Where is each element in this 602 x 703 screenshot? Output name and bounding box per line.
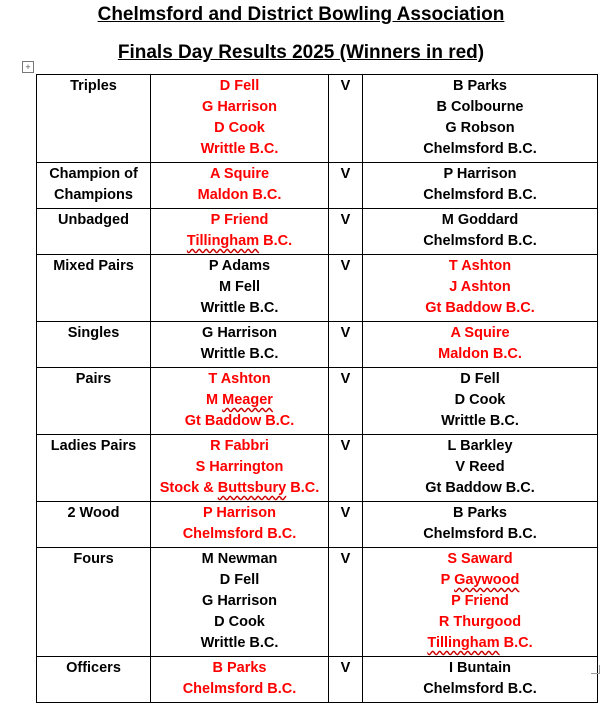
event-name-cell (37, 255, 151, 322)
player-name: G Harrison (202, 593, 277, 609)
player-name: T Ashton (448, 258, 512, 274)
event-name: Mixed Pairs (53, 258, 134, 274)
club-name: Writtle B.C. (200, 300, 279, 316)
side_b-cell (363, 657, 598, 703)
side_b-cell (363, 548, 598, 657)
versus-label: V (340, 438, 351, 454)
side_a-cell (151, 502, 329, 548)
player-name: S Saward (447, 551, 513, 567)
player-name: R Thurgood (438, 614, 522, 630)
club-name: Gt Baddow B.C. (184, 413, 295, 429)
versus-label: V (340, 660, 351, 676)
club-name: Chelmsford B.C. (182, 526, 297, 542)
event-name: Champions (54, 187, 133, 203)
club-name: Gt Baddow B.C. (425, 480, 535, 496)
player-name: G Robson (445, 120, 515, 136)
table-row (37, 657, 598, 703)
club-name: Gt Baddow B.C. (425, 300, 535, 316)
side_b-cell (363, 163, 598, 209)
player-name: B Parks (452, 505, 507, 521)
event-name-cell (37, 75, 151, 163)
player-name: B Colbourne (436, 99, 524, 115)
player-name: M Newman (201, 551, 278, 567)
player-name: P Friend (210, 212, 269, 228)
event-name: Fours (73, 551, 114, 567)
event-name: Triples (70, 78, 117, 94)
side_a-cell (151, 548, 329, 657)
side_a-cell (151, 255, 329, 322)
side_a-cell (151, 209, 329, 255)
player-name: D Cook (214, 614, 265, 630)
event-name-cell (37, 435, 151, 502)
event-name-cell (37, 368, 151, 435)
player-name: P Gaywood (440, 572, 520, 588)
versus-label: V (340, 325, 351, 341)
player-name: D Fell (219, 572, 260, 588)
table-row (37, 75, 598, 163)
club-name: Chelmsford B.C. (423, 681, 537, 697)
versus-cell (329, 209, 363, 255)
club-name: Maldon B.C. (438, 346, 522, 362)
versus-cell (329, 75, 363, 163)
club-name: Stock & Buttsbury B.C. (159, 480, 320, 496)
versus-label: V (340, 371, 351, 387)
player-name: J Ashton (449, 279, 511, 295)
table-row (37, 368, 598, 435)
player-name: S Harrington (195, 459, 284, 475)
versus-cell (329, 255, 363, 322)
club-name: Chelmsford B.C. (423, 141, 537, 157)
player-name: A Squire (450, 325, 510, 341)
side_b-cell (363, 255, 598, 322)
player-name: P Harrison (202, 505, 277, 521)
versus-cell (329, 502, 363, 548)
versus-cell (329, 163, 363, 209)
event-name: 2 Wood (67, 505, 120, 521)
player-name: T Ashton (208, 371, 271, 387)
player-name: M Meager (206, 392, 273, 408)
event-name-cell (37, 657, 151, 703)
player-name: P Friend (451, 593, 509, 609)
club-name: Writtle B.C. (200, 346, 279, 362)
versus-label: V (340, 78, 351, 94)
document-title: Chelmsford and District Bowling Association (97, 4, 505, 25)
table-row (37, 435, 598, 502)
side_a-cell (151, 75, 329, 163)
player-name: B Parks (212, 660, 267, 676)
club-name: Chelmsford B.C. (423, 233, 537, 249)
side_b-cell (363, 502, 598, 548)
document-subtitle: Finals Day Results 2025 (Winners in red) (117, 42, 485, 63)
versus-cell (329, 368, 363, 435)
club-name: Writtle B.C. (441, 413, 519, 429)
side_b-cell (363, 209, 598, 255)
player-name: I Buntain (448, 660, 512, 676)
player-name: L Barkley (447, 438, 513, 454)
player-name: D Cook (454, 392, 506, 408)
event-name-cell (37, 322, 151, 368)
table-row (37, 548, 598, 657)
versus-label: V (340, 551, 351, 567)
player-name: D Cook (214, 120, 265, 136)
player-name: D Fell (460, 371, 500, 387)
side_a-cell (151, 435, 329, 502)
event-name-cell (37, 163, 151, 209)
club-name: Maldon B.C. (197, 187, 282, 203)
side_b-cell (363, 75, 598, 163)
versus-cell (329, 548, 363, 657)
side_b-cell (363, 435, 598, 502)
player-name: P Adams (208, 258, 271, 274)
table-row (37, 209, 598, 255)
page-corner-marker (591, 665, 600, 674)
player-name: M Fell (218, 279, 261, 295)
versus-label: V (340, 505, 351, 521)
event-name: Pairs (75, 371, 112, 387)
versus-label: V (340, 258, 351, 274)
side_b-cell (363, 368, 598, 435)
event-name: Officers (66, 660, 121, 676)
versus-cell (329, 657, 363, 703)
event-name: Ladies Pairs (50, 438, 137, 454)
event-name-cell (37, 548, 151, 657)
player-name: A Squire (209, 166, 270, 182)
player-name: G Harrison (202, 325, 277, 341)
club-name: Chelmsford B.C. (423, 526, 537, 542)
club-name: Chelmsford B.C. (182, 681, 297, 697)
player-name: P Harrison (443, 166, 517, 182)
table-row (37, 322, 598, 368)
side_a-cell (151, 657, 329, 703)
side_a-cell (151, 368, 329, 435)
side_a-cell (151, 163, 329, 209)
table-row (37, 163, 598, 209)
player-name: V Reed (455, 459, 505, 475)
versus-label: V (340, 166, 351, 182)
club-name: Chelmsford B.C. (423, 187, 537, 203)
versus-cell (329, 322, 363, 368)
event-name: Unbadged (58, 212, 129, 228)
club-name: Tillingham B.C. (186, 233, 293, 249)
versus-label: V (340, 212, 351, 228)
side_b-cell (363, 322, 598, 368)
event-name: Singles (67, 325, 120, 341)
club-name: Writtle B.C. (200, 141, 279, 157)
event-name-cell (37, 502, 151, 548)
table-row (37, 255, 598, 322)
player-name: M Goddard (441, 212, 519, 228)
player-name: D Fell (219, 78, 260, 94)
player-name: G Harrison (202, 99, 277, 115)
player-name: B Parks (452, 78, 507, 94)
table-row (37, 502, 598, 548)
versus-cell (329, 435, 363, 502)
club-name: Tillingham B.C. (427, 635, 533, 651)
table-move-handle-icon[interactable]: + (22, 61, 34, 73)
event-name: Champion of (49, 166, 138, 182)
side_a-cell (151, 322, 329, 368)
player-name: R Fabbri (210, 438, 269, 454)
results-table (36, 74, 598, 703)
event-name-cell (37, 209, 151, 255)
club-name: Writtle B.C. (200, 635, 279, 651)
